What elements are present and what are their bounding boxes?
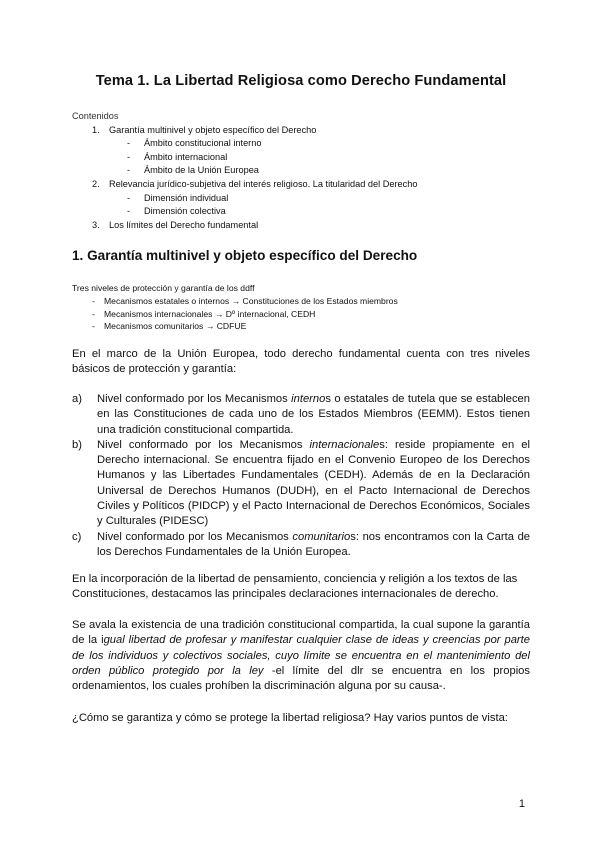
list-item: c) Nivel conformado por los Mecanismos comunitarios: nos encontramos con la Carta de los Derechos Fundamentales de la Unión Europea. xyxy=(72,530,531,558)
toc-heading: Contenidos xyxy=(72,111,119,121)
toc-subitem: - Dimensión individual xyxy=(127,192,229,203)
toc-subitem: - Dimensión colectiva xyxy=(127,206,226,217)
toc-subitem: - Ámbito de la Unión Europea xyxy=(127,165,259,176)
paragraph: Se avala la existencia de una tradición constitucional compartida, la cual supone la garantía de la igual libertad de profesar y manifestar cualquier clase de ideas y creencias por parte de los individuos y colectivos sociales, cuyo límite se encuentra en el mantenimiento del orden público protegido por la ley -el límite del dlr se encuentra en los propios ordenamientos, los cuales prohíben la discriminación alguna por su causa-. xyxy=(72,619,531,693)
protection-levels-list xyxy=(72,282,530,333)
paragraph: En el marco de la Unión Europea, todo derecho fundamental cuenta con tres niveles básicos de protección y garantía: xyxy=(72,348,530,376)
list-item: - Mecanismos comunitarios → CDFUE xyxy=(92,321,247,332)
document-title: Tema 1. La Libertad Religiosa como Derecho Fundamental xyxy=(95,73,507,89)
page-number: 1 xyxy=(518,798,525,810)
list-item: - Mecanismos estatales o internos → Constituciones de los Estados miembros xyxy=(92,295,398,306)
toc-item-2: 2. Relevancia jurídico-subjetiva del interés religioso. La titularidad del Derecho xyxy=(92,178,418,189)
list-item: - Mecanismos internacionales → Dº internacional, CEDH xyxy=(92,308,316,319)
levels-heading: Tres niveles de protección y garantía de los ddff xyxy=(72,283,255,293)
list-item: a) Nivel conformado por los Mecanismos internos o estatales de tutela que se establecen en las Constituciones de cada uno de los Estados Miembros (EEMM). Estos tienen una tradición constitucional compartida. xyxy=(72,393,531,436)
section-heading: 1. Garantía multinivel y objeto específico del Derecho xyxy=(72,248,418,263)
table-of-contents xyxy=(72,110,530,232)
toc-subitem: - Ámbito constitucional interno xyxy=(127,138,262,149)
toc-item-1: 1. Garantía multinivel y objeto específico del Derecho xyxy=(92,124,317,135)
list-item: b) Nivel conformado por los Mecanismos internacionales: reside propiamente en el Derecho internacional. Se encuentra fijado en el Convenio Europeo de los Derechos Humanos y las Libertades Fundamentales (CEDH). Además de en la Declaración Universal de Derechos Humanos (DUDH), en el Pacto Internacional de Derechos Civiles y Políticos (PIDCP) y el Pacto Internacional de Derechos Económicos, Sociales y Culturales (PIDESC) xyxy=(72,438,531,528)
toc-item-3: 3. Los límites del Derecho fundamental xyxy=(92,219,259,230)
levels-explained-list xyxy=(72,392,530,560)
paragraph: ¿Cómo se garantiza y cómo se protege la libertad religiosa? Hay varios puntos de vista: xyxy=(72,712,508,724)
paragraph: En la incorporación de la libertad de pensamiento, conciencia y religión a los textos de las Constituciones, destacamos las principales declaraciones internacionales de derecho. xyxy=(72,573,518,601)
toc-subitem: - Ámbito internacional xyxy=(127,151,228,162)
